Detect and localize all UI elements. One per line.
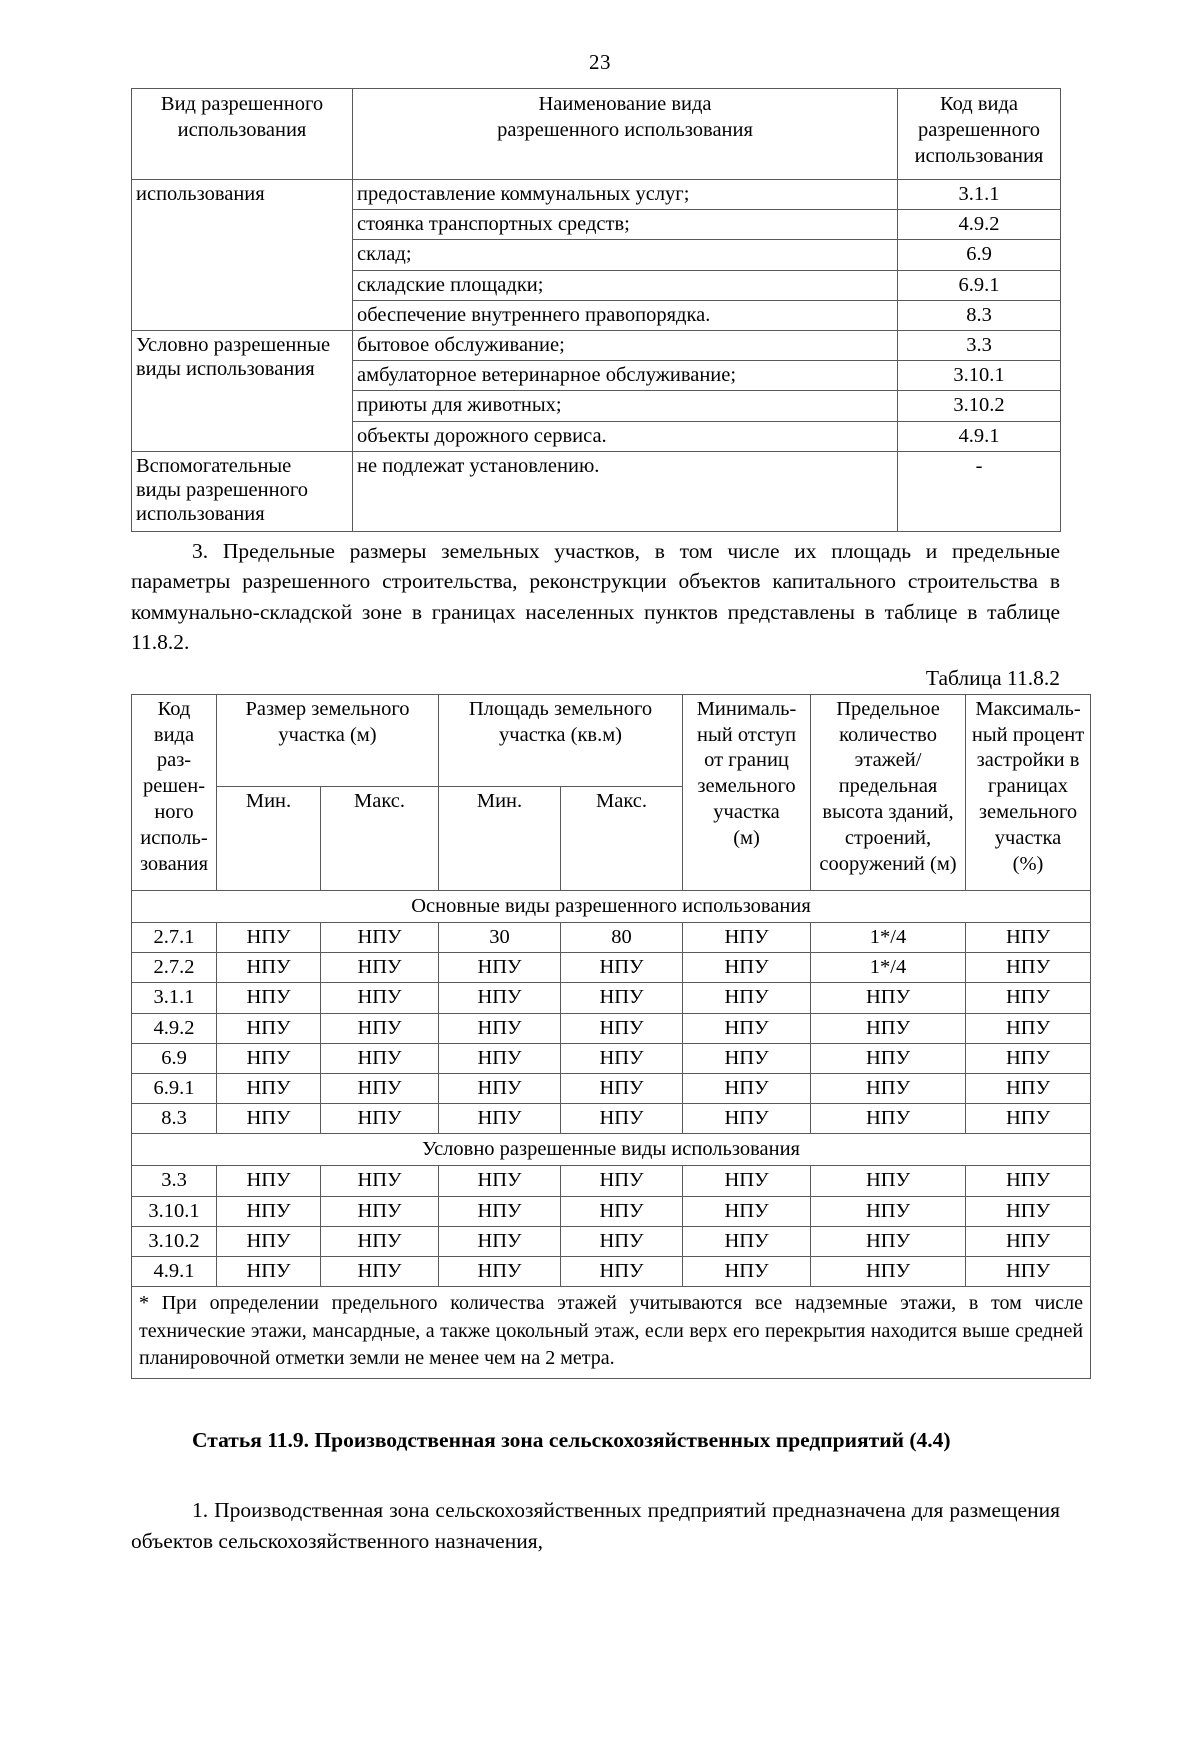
use-code: 6.9.1: [898, 270, 1061, 300]
hdr-line: земельного: [978, 801, 1078, 824]
cell-coverage: НПУ: [966, 1196, 1091, 1226]
group-label-line-2: виды использования: [136, 358, 315, 381]
cell-code: 6.9.1: [132, 1073, 217, 1103]
hdr-line: решен-: [142, 775, 206, 798]
header-line-1: Вид разрешенного: [160, 93, 324, 115]
group-label-conditional: [132, 330, 353, 451]
cell-area-min: НПУ: [439, 1104, 561, 1134]
hdr-line: участка: [713, 801, 780, 824]
table-row: [132, 451, 1061, 531]
cell-setback: НПУ: [683, 983, 811, 1013]
section-label: Основные виды разрешенного использования: [132, 890, 1091, 922]
cell-coverage: НПУ: [966, 1013, 1091, 1043]
header-cell-use-name: [353, 89, 898, 180]
header-line-2: разрешенного использования: [497, 119, 753, 142]
hdr-line: строений,: [844, 826, 932, 849]
use-name: склад;: [353, 240, 898, 270]
cell-floors: 1*/4: [811, 953, 966, 983]
cell-code: 4.9.1: [132, 1257, 217, 1287]
group-label-line-3: использования: [136, 503, 265, 526]
document-page: [0, 50, 1200, 1748]
cell-setback: НПУ: [683, 1226, 811, 1256]
hdr-line: участка: [994, 826, 1062, 849]
cell-size-max: НПУ: [321, 1196, 439, 1226]
page-number: 23: [589, 50, 611, 74]
cell-area-max: НПУ: [561, 1226, 683, 1256]
hdr-line: предельная: [838, 775, 938, 798]
hdr-line: (%): [1012, 852, 1044, 875]
use-name: объекты дорожного сервиса.: [353, 421, 898, 451]
cell-code: 6.9: [132, 1043, 217, 1073]
table-row: [132, 1257, 1091, 1287]
cell-code: 3.10.2: [132, 1226, 217, 1256]
cell-coverage: НПУ: [966, 983, 1091, 1013]
hdr-line: количество: [839, 723, 937, 746]
cell-area-max: НПУ: [561, 1257, 683, 1287]
cell-area-max: 80: [561, 922, 683, 952]
hdr-line: ный отступ: [697, 723, 797, 746]
cell-coverage: НПУ: [966, 1073, 1091, 1103]
cell-coverage: НПУ: [966, 1257, 1091, 1287]
hdr-line: от границ: [704, 749, 789, 772]
hdr-line: земельного: [697, 775, 796, 798]
cell-setback: НПУ: [683, 1166, 811, 1196]
header-cell-coverage: [966, 694, 1091, 890]
cell-coverage: НПУ: [966, 953, 1091, 983]
cell-setback: НПУ: [683, 1013, 811, 1043]
cell-code: 2.7.2: [132, 953, 217, 983]
cell-area-min: 30: [439, 922, 561, 952]
table-row: [132, 983, 1091, 1013]
hdr-line: Размер земельного: [245, 697, 410, 720]
cell-size-min: НПУ: [217, 1104, 321, 1134]
hdr-line: вида: [153, 723, 195, 746]
cell-coverage: НПУ: [966, 922, 1091, 952]
hdr-line: сооружений (м): [819, 852, 957, 875]
use-code: 3.10.1: [898, 361, 1061, 391]
cell-code: 3.10.1: [132, 1196, 217, 1226]
hdr-line: Код: [157, 697, 191, 720]
header-line-1: Наименование вида: [538, 93, 712, 115]
cell-size-min: НПУ: [217, 1166, 321, 1196]
cell-area-max: НПУ: [561, 953, 683, 983]
use-name: обеспечение внутреннего правопорядка.: [353, 300, 898, 330]
use-name: амбулаторное ветеринарное обслуживание;: [353, 361, 898, 391]
table-row: [132, 1166, 1091, 1196]
header-cell-code: [132, 694, 217, 890]
cell-size-max: НПУ: [321, 1073, 439, 1103]
use-code: 6.9: [898, 240, 1061, 270]
cell-code: 4.9.2: [132, 1013, 217, 1043]
cell-setback: НПУ: [683, 1073, 811, 1103]
use-name: складские площадки;: [353, 270, 898, 300]
header-line-3: использования: [914, 145, 1044, 168]
table-row: [132, 330, 1061, 360]
header-cell-size-max: Макс.: [321, 786, 439, 890]
cell-coverage: НПУ: [966, 1226, 1091, 1256]
group-label-line-1: Вспомогательные: [136, 454, 292, 477]
cell-floors: НПУ: [811, 1104, 966, 1134]
cell-setback: НПУ: [683, 1196, 811, 1226]
use-name: стоянка транспортных средств;: [353, 210, 898, 240]
table-row: [132, 922, 1091, 952]
hdr-line: зования: [139, 852, 209, 875]
cell-coverage: НПУ: [966, 1043, 1091, 1073]
hdr-line: Площадь земельного: [468, 697, 653, 720]
group-label-line-1: Условно разрешенные: [136, 333, 331, 356]
cell-size-min: НПУ: [217, 983, 321, 1013]
cell-setback: НПУ: [683, 953, 811, 983]
cell-floors: НПУ: [811, 983, 966, 1013]
header-cell-size-min: Мин.: [217, 786, 321, 890]
use-name: не подлежат установлению.: [353, 451, 898, 531]
cell-size-max: НПУ: [321, 1013, 439, 1043]
cell-size-max: НПУ: [321, 1104, 439, 1134]
limits-table: [131, 694, 1091, 1379]
cell-size-min: НПУ: [217, 1013, 321, 1043]
use-code: 3.3: [898, 330, 1061, 360]
cell-setback: НПУ: [683, 922, 811, 952]
use-code: 8.3: [898, 300, 1061, 330]
cell-code: 3.1.1: [132, 983, 217, 1013]
hdr-line: этажей/: [854, 749, 922, 772]
cell-size-max: НПУ: [321, 1166, 439, 1196]
table-row: [132, 1013, 1091, 1043]
use-code: -: [898, 451, 1061, 531]
section-row-main: [132, 890, 1091, 922]
cell-area-max: НПУ: [561, 1196, 683, 1226]
cell-area-min: НПУ: [439, 1166, 561, 1196]
header-cell-plot-area: [439, 694, 683, 786]
hdr-line: участка (кв.м): [499, 723, 623, 746]
cell-area-min: НПУ: [439, 983, 561, 1013]
cell-area-min: НПУ: [439, 1043, 561, 1073]
hdr-line: участка (м): [278, 723, 377, 746]
table-row: [132, 1226, 1091, 1256]
header-cell-setback: [683, 694, 811, 890]
header-cell-plot-size: [217, 694, 439, 786]
header-cell-floors: [811, 694, 966, 890]
use-code: 3.1.1: [898, 180, 1061, 210]
table-header-row: [132, 89, 1061, 180]
cell-code: 8.3: [132, 1104, 217, 1134]
cell-size-min: НПУ: [217, 1226, 321, 1256]
cell-area-max: НПУ: [561, 983, 683, 1013]
cell-size-min: НПУ: [217, 1196, 321, 1226]
cell-size-min: НПУ: [217, 922, 321, 952]
cell-size-max: НПУ: [321, 983, 439, 1013]
cell-floors: НПУ: [811, 1073, 966, 1103]
cell-area-max: НПУ: [561, 1104, 683, 1134]
cell-floors: НПУ: [811, 1166, 966, 1196]
hdr-line: ный процент: [971, 723, 1085, 746]
cell-size-min: НПУ: [217, 1073, 321, 1103]
paragraph-limits-intro: 3. Предельные размеры земельных участков, в том числе их площадь и предельные параметры разрешенного строительства, реконструкции объектов капитального строительства в коммунально-складской зоне в границах населенных пунктов представлены в таблице в таблице 11.8.2.: [131, 538, 1060, 655]
hdr-line: исполь-: [140, 826, 208, 849]
page-content: [131, 88, 1085, 1557]
use-name: приюты для животных;: [353, 391, 898, 421]
cell-floors: НПУ: [811, 1043, 966, 1073]
header-line-2: разрешенного: [917, 119, 1041, 142]
header-line-2: использования: [177, 119, 307, 142]
cell-area-min: НПУ: [439, 1013, 561, 1043]
cell-size-min: НПУ: [217, 1257, 321, 1287]
cell-setback: НПУ: [683, 1257, 811, 1287]
cell-size-max: НПУ: [321, 953, 439, 983]
group-label-line-1: использования: [136, 183, 265, 205]
cell-floors: НПУ: [811, 1013, 966, 1043]
table-header-row: [132, 694, 1091, 786]
cell-floors: НПУ: [811, 1196, 966, 1226]
cell-area-max: НПУ: [561, 1013, 683, 1043]
article-heading: Статья 11.9. Производственная зона сельскохозяйственных предприятий (4.4): [192, 1427, 951, 1452]
cell-size-min: НПУ: [217, 953, 321, 983]
cell-coverage: НПУ: [966, 1104, 1091, 1134]
hdr-line: ного: [154, 801, 194, 824]
header-line-1: Код вида: [939, 93, 1019, 115]
table-row: [132, 1196, 1091, 1226]
permitted-use-table: [131, 88, 1061, 532]
footnote-text: * При определении предельного количества этажей учитываются все надземные этажи, в том числе технические этажи, мансардные, а также цокольный этаж, если верх его перекрытия находится выше средней планировочной отметки земли не менее чем на 2 метра.: [132, 1287, 1091, 1379]
header-cell-area-min: Мин.: [439, 786, 561, 890]
group-label-basic: [132, 180, 353, 331]
use-code: 4.9.2: [898, 210, 1061, 240]
footnote-row: [132, 1287, 1091, 1379]
cell-area-max: НПУ: [561, 1043, 683, 1073]
cell-area-max: НПУ: [561, 1166, 683, 1196]
cell-area-min: НПУ: [439, 953, 561, 983]
cell-size-max: НПУ: [321, 922, 439, 952]
cell-setback: НПУ: [683, 1104, 811, 1134]
cell-code: 2.7.1: [132, 922, 217, 952]
cell-floors: НПУ: [811, 1257, 966, 1287]
cell-floors: НПУ: [811, 1226, 966, 1256]
cell-area-max: НПУ: [561, 1073, 683, 1103]
hdr-line: границах: [988, 775, 1069, 798]
article-paragraph-1: 1. Производственная зона сельскохозяйственных предприятий предназначена для размещения объектов сельскохозяйственного назначения,: [131, 1498, 1060, 1553]
header-cell-area-max: Макс.: [561, 786, 683, 890]
cell-size-max: НПУ: [321, 1043, 439, 1073]
cell-area-min: НПУ: [439, 1257, 561, 1287]
cell-area-min: НПУ: [439, 1226, 561, 1256]
cell-area-min: НПУ: [439, 1196, 561, 1226]
cell-size-max: НПУ: [321, 1226, 439, 1256]
table-caption: Таблица 11.8.2: [925, 665, 1060, 690]
section-label: Условно разрешенные виды использования: [132, 1134, 1091, 1166]
table-row: [132, 1073, 1091, 1103]
group-label-auxiliary: [132, 451, 353, 531]
table-row: [132, 1104, 1091, 1134]
hdr-line: Максималь-: [975, 697, 1081, 720]
header-cell-use-type: [132, 89, 353, 180]
use-code: 4.9.1: [898, 421, 1061, 451]
table-row: [132, 1043, 1091, 1073]
cell-coverage: НПУ: [966, 1166, 1091, 1196]
hdr-line: (м): [733, 826, 760, 849]
use-name: предоставление коммунальных услуг;: [353, 180, 898, 210]
cell-code: 3.3: [132, 1166, 217, 1196]
cell-floors: 1*/4: [811, 922, 966, 952]
use-code: 3.10.2: [898, 391, 1061, 421]
hdr-line: Предельное: [836, 697, 940, 720]
table-row: [132, 953, 1091, 983]
hdr-line: застройки в: [976, 749, 1080, 772]
header-cell-use-code: [898, 89, 1061, 180]
table-row: [132, 180, 1061, 210]
cell-size-max: НПУ: [321, 1257, 439, 1287]
section-row-conditional: [132, 1134, 1091, 1166]
cell-area-min: НПУ: [439, 1073, 561, 1103]
hdr-line: раз-: [156, 749, 192, 772]
use-name: бытовое обслуживание;: [353, 330, 898, 360]
hdr-line: высота зданий,: [822, 801, 954, 824]
cell-setback: НПУ: [683, 1043, 811, 1073]
cell-size-min: НПУ: [217, 1043, 321, 1073]
hdr-line: Минималь-: [696, 697, 797, 720]
group-label-line-2: виды разрешенного: [136, 478, 308, 501]
